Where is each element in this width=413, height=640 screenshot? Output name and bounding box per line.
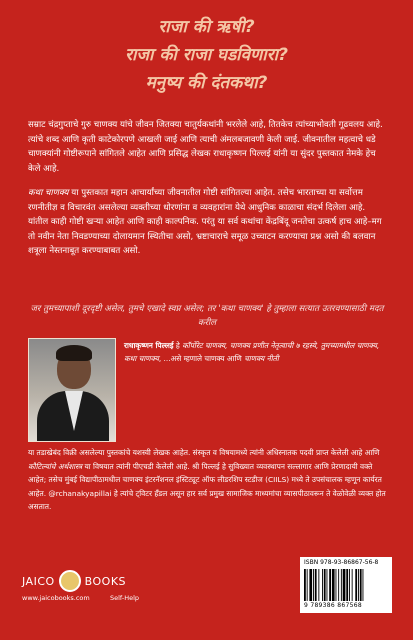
publisher-website: www.jaicobooks.com <box>22 594 90 602</box>
bio-text: हे त्यांचे ट्विटर हँडल असून हार सर्व प्रमुख सामाजिक माध्यमांचा व्यासपीठावरून ते वेळोवेळी व्यक्त होत असतात. <box>28 488 386 512</box>
book-paragraph-text: या पुस्तकात महान आचार्यांच्या जीवनातील गोष्टी सांगितल्या आहेत. तसेच भारताच्या या सर्वोत्तम रणनीतीज्ञ व विचारवंत असलेल्या व्यक्तीच्या धोरणांना व व्यवहारांना येथे आधुनिक काळाचा संदर्भ दिलेला आहे. यांतील काही गोष्टी खऱ्या आहेत आणि काही काल्पनिक. परंतु या सर्व कथांचा केंद्रबिंदू जनतेचा उत्कर्ष हाच आहे–मग तो नवीन नेता निवडण्याच्या दोलायमान स्थितीचा असो, भ्रष्टाचाराचे समूळ उच्चाटन करण्याचा प्रश्न असो की बलवान शत्रूला नेस्तनाबूत करण्याबाबत असो. <box>28 188 382 257</box>
bio-book-list: कॉर्पोरेट चाणक्य, चाणक्य प्रणीत नेतृत्वाची ७ रहस्ये, तुमच्यामधील चाणक्य, कथा चाणक्य <box>124 341 380 364</box>
book-title-inline: कथा चाणक्य <box>28 188 69 198</box>
question-3: मनुष्य की दंतकथा? <box>145 73 268 93</box>
author-bio <box>124 339 386 366</box>
bio-book-title: चाणक्य नीती <box>244 354 279 364</box>
tagline: जर तुमच्यापाशी दूरदृष्टी असेल, तुमचे एखादे स्वप्न असेल; तर 'कथा चाणक्य' हे तुम्हाला सत्यात उतरवण्यासाठी मदत करील <box>30 304 384 328</box>
author-name: राधाकृष्णन पिल्लई <box>124 341 174 350</box>
publisher-name-right: BOOKS <box>84 574 127 588</box>
barcode-digits: 9 789386 867568 <box>304 602 362 609</box>
genre-label: Self-Help <box>110 594 140 602</box>
publisher-logo <box>22 570 126 592</box>
isbn-label: ISBN 978-93-86867-56-8 <box>304 559 379 566</box>
barcode <box>300 557 392 613</box>
bio-text: , ...असे म्हणाले चाणक्य आणि <box>158 354 245 364</box>
publisher-name-left: JAICO <box>22 574 55 588</box>
bio-text: या तडाखेबंद विक्री असलेल्या पुस्तकांचे यशस्वी लेखक आहेत. संस्कृत व विषयामध्ये त्यांनी अधिस्नातक पदवी प्राप्त केलेली आहे आणि <box>28 448 380 457</box>
author-bio-continued <box>28 446 388 514</box>
question-2: राजा की राजा घडविणारा? <box>125 45 288 65</box>
publisher-seal-icon <box>59 570 81 592</box>
book-code: J-2628M <box>384 575 391 600</box>
intro-paragraph: सम्राट चंद्रगुप्ताचे गुरु चाणक्य यांचे जीवन जितक्या चातुर्यकथांनी भरलेले आहे, तितकेच त्यांच्याभोवती गूढवलय आहे. त्यांचे शब्द आणि कृती काटेकोरपणे आखली जाई आणि त्याची अंमलबजावणी केली जाई. जीवनातील महत्वाचे धडे चाणक्यांनी गोष्टीरूपाने सांगितले आहेत आणि प्रसिद्ध लेखक राधाकृष्णन पिल्लई यांनी या सुंदर पुस्तकात नेमके हेच केले आहे. <box>28 120 383 174</box>
barcode-bars <box>304 569 388 601</box>
question-1: राजा की ऋषी? <box>158 17 255 37</box>
author-photo <box>28 338 116 442</box>
bio-text: हे <box>173 341 183 350</box>
twitter-handle: @rchanakyapillai <box>48 488 112 498</box>
bio-subject: कौटिल्यांचे अर्थशास्त्र <box>28 461 83 471</box>
bio-text: या विषयात त्यांनी पीएचडी केलेली आहे. श्री पिल्लई हे सुविख्यात व्यवस्थापन सल्लागार आणि प्रेरणादायी वक्ते आहेत; तसेच मुंबई विद्यापीठामधील चाणक्य इंटरनॅशनल इंस्टिट्यूट ऑफ लीडरशिप स्टडीज (CIILS) मध्ये ते उपसंचालक म्हणून कार्यरत आहेत. <box>28 461 382 498</box>
book-paragraph <box>28 186 388 259</box>
